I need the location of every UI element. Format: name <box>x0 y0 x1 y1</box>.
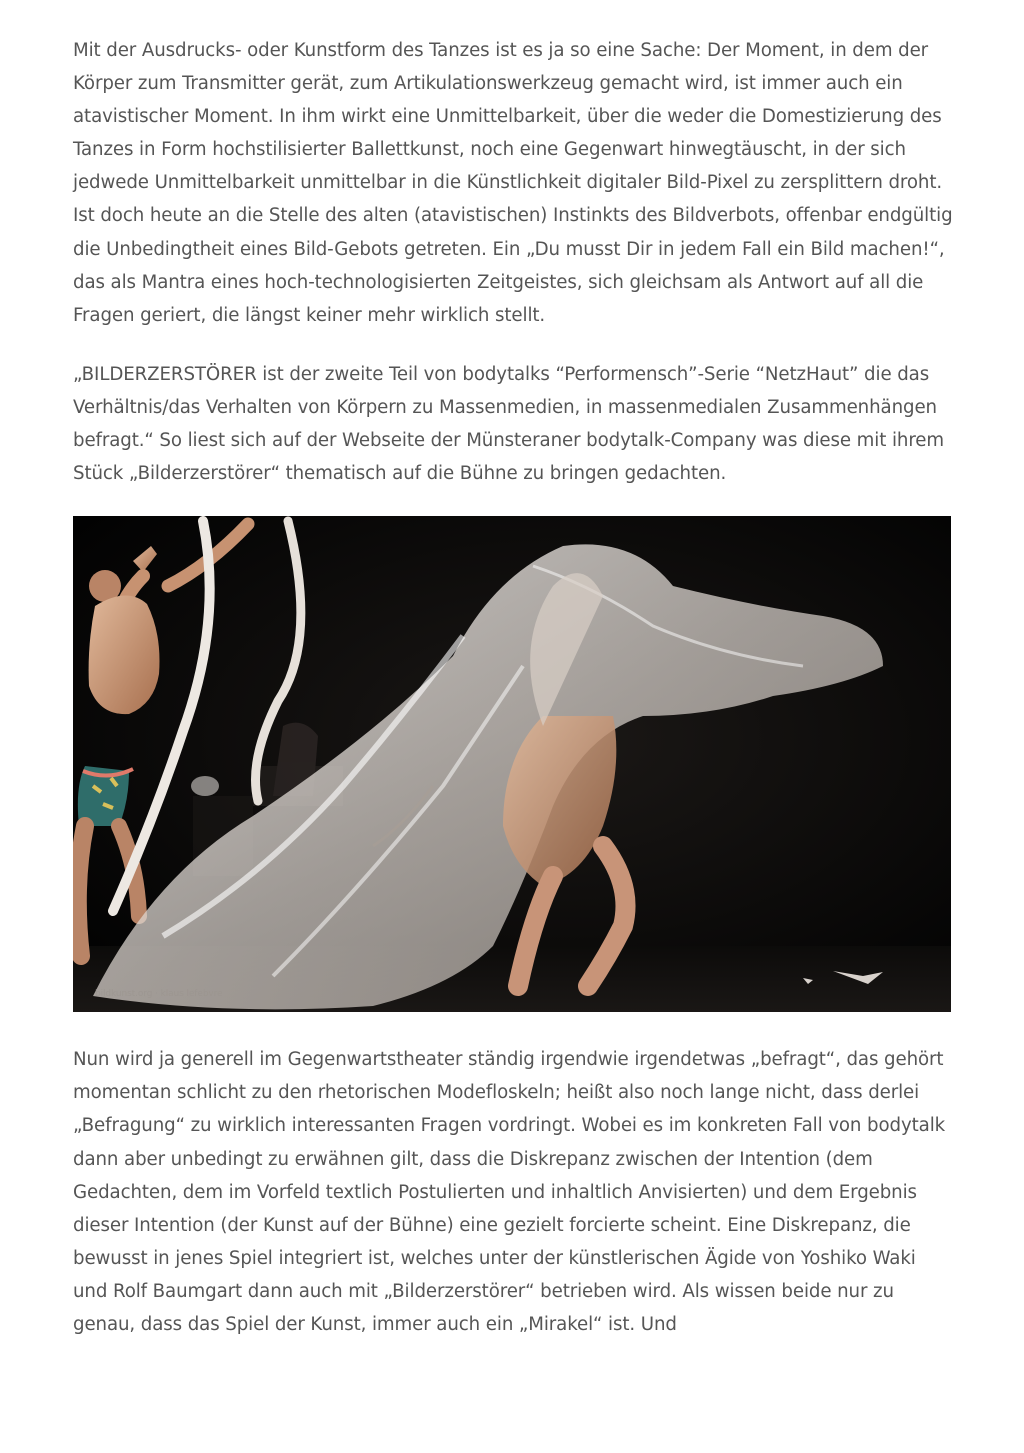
photo-watermark: bildkunst.org · klaus lefebvre <box>95 989 223 1000</box>
article-body <box>73 34 953 1341</box>
article-paragraph-3: Nun wird ja generell im Gegenwartstheater ständig irgendwie irgendetwas „befragt“, das gehört momentan schlicht zu den rhetorischen Modefloskeln; heißt also noch lange nicht, dass derlei „Befragung“ zu wirklich interessanten Fragen vordringt. Wobei es im konkreten Fall von bodytalk dann aber unbedingt zu erwähnen gilt, dass die Diskrepanz zwischen der Intention (dem Gedachten, dem im Vorfeld textlich Postulierten und inhaltlich Anvisierten) und dem Ergebnis dieser Intention (der Kunst auf der Bühne) eine gezielt forcierte scheint. Eine Diskrepanz, die bewusst in jenes Spiel integriert ist, welches unter der künstlerischen Ägide von Yoshiko Waki und Rolf Baumgart dann auch mit „Bilderzerstörer“ betrieben wird. Als wissen beide nur zu genau, dass das Spiel der Kunst, immer auch ein „Mirakel“ ist. Und <box>73 1049 946 1335</box>
article-paragraph-1: Mit der Ausdrucks- oder Kunstform des Tanzes ist es ja so eine Sache: Der Moment, in dem der Körper zum Transmitter gerät, zum Artikulationswerkzeug gemacht wird, ist immer auch ein atavistischer Moment. In ihm wirkt eine Unmittelbarkeit, über die weder die Domestizierung des Tanzes in Form hochstilisierter Ballettkunst, noch eine Gegenwart hinwegtäuscht, in der sich jedwede Unmittelbarkeit unmittelbar in die Künstlichkeit digitaler Bild-Pixel zu zersplittern droht. Ist doch heute an die Stelle des alten (atavistischen) Instinkts des Bildverbots, offenbar endgültig die Unbedingtheit eines Bild-Gebots getreten. Ein „Du musst Dir in jedem Fall ein Bild machen!“, das als Mantra eines hoch-technologisierten Zeitgeistes, sich gleichsam als Antwort auf all die Fragen geriert, die längst keiner mehr wirklich stellt. <box>73 40 953 326</box>
dancers-illustration <box>73 516 951 1012</box>
performance-photo <box>73 516 951 1012</box>
article-paragraph-2: „BILDERZERSTÖRER ist der zweite Teil von bodytalks “Performensch”-Serie “NetzHaut” die das Verhältnis/das Verhalten von Körpern zu Massenmedien, in massenmedialen Zusammenhängen befragt.“ So liest sich auf der Webseite der Münsteraner bodytalk-Company was diese mit ihrem Stück „Bilderzerstörer“ thematisch auf die Bühne zu bringen gedachten. <box>73 363 945 485</box>
